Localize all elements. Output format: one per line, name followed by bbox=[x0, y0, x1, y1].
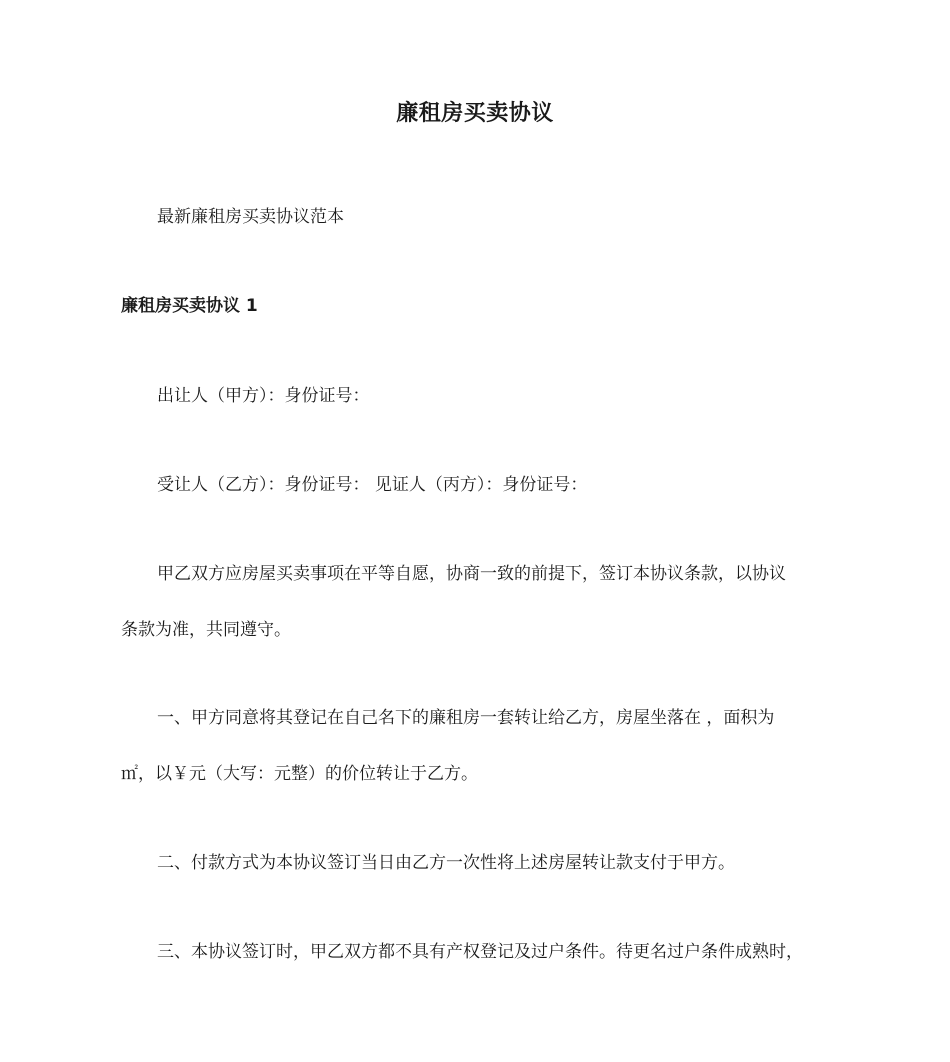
document-subtitle: 最新廉租房买卖协议范本 bbox=[157, 207, 344, 227]
clause-1-line-2: ㎡，以￥元（大写：元整）的价位转让于乙方。 bbox=[121, 764, 478, 784]
section-heading: 廉租房买卖协议 1 bbox=[121, 296, 258, 316]
document-title: 廉租房买卖协议 bbox=[396, 101, 554, 126]
preamble-line-1: 甲乙双方应房屋买卖事项在平等自愿，协商一致的前提下，签订本协议条款，以协议 bbox=[157, 564, 786, 584]
seller-line: 出让人（甲方）：身份证号： bbox=[157, 386, 370, 406]
clause-1-line-1: 一、甲方同意将其登记在自己名下的廉租房一套转让给乙方，房屋坐落在 ，面积为 bbox=[157, 708, 775, 728]
preamble-line-2: 条款为准，共同遵守。 bbox=[121, 620, 291, 640]
clause-2-line: 二、付款方式为本协议签订当日由乙方一次性将上述房屋转让款支付于甲方。 bbox=[157, 853, 735, 873]
clause-3-line: 三、本协议签订时，甲乙双方都不具有产权登记及过户条件。待更名过户条件成熟时， bbox=[157, 942, 803, 962]
buyer-witness-line: 受让人（乙方）：身份证号： 见证人（丙方）：身份证号： bbox=[157, 475, 588, 495]
